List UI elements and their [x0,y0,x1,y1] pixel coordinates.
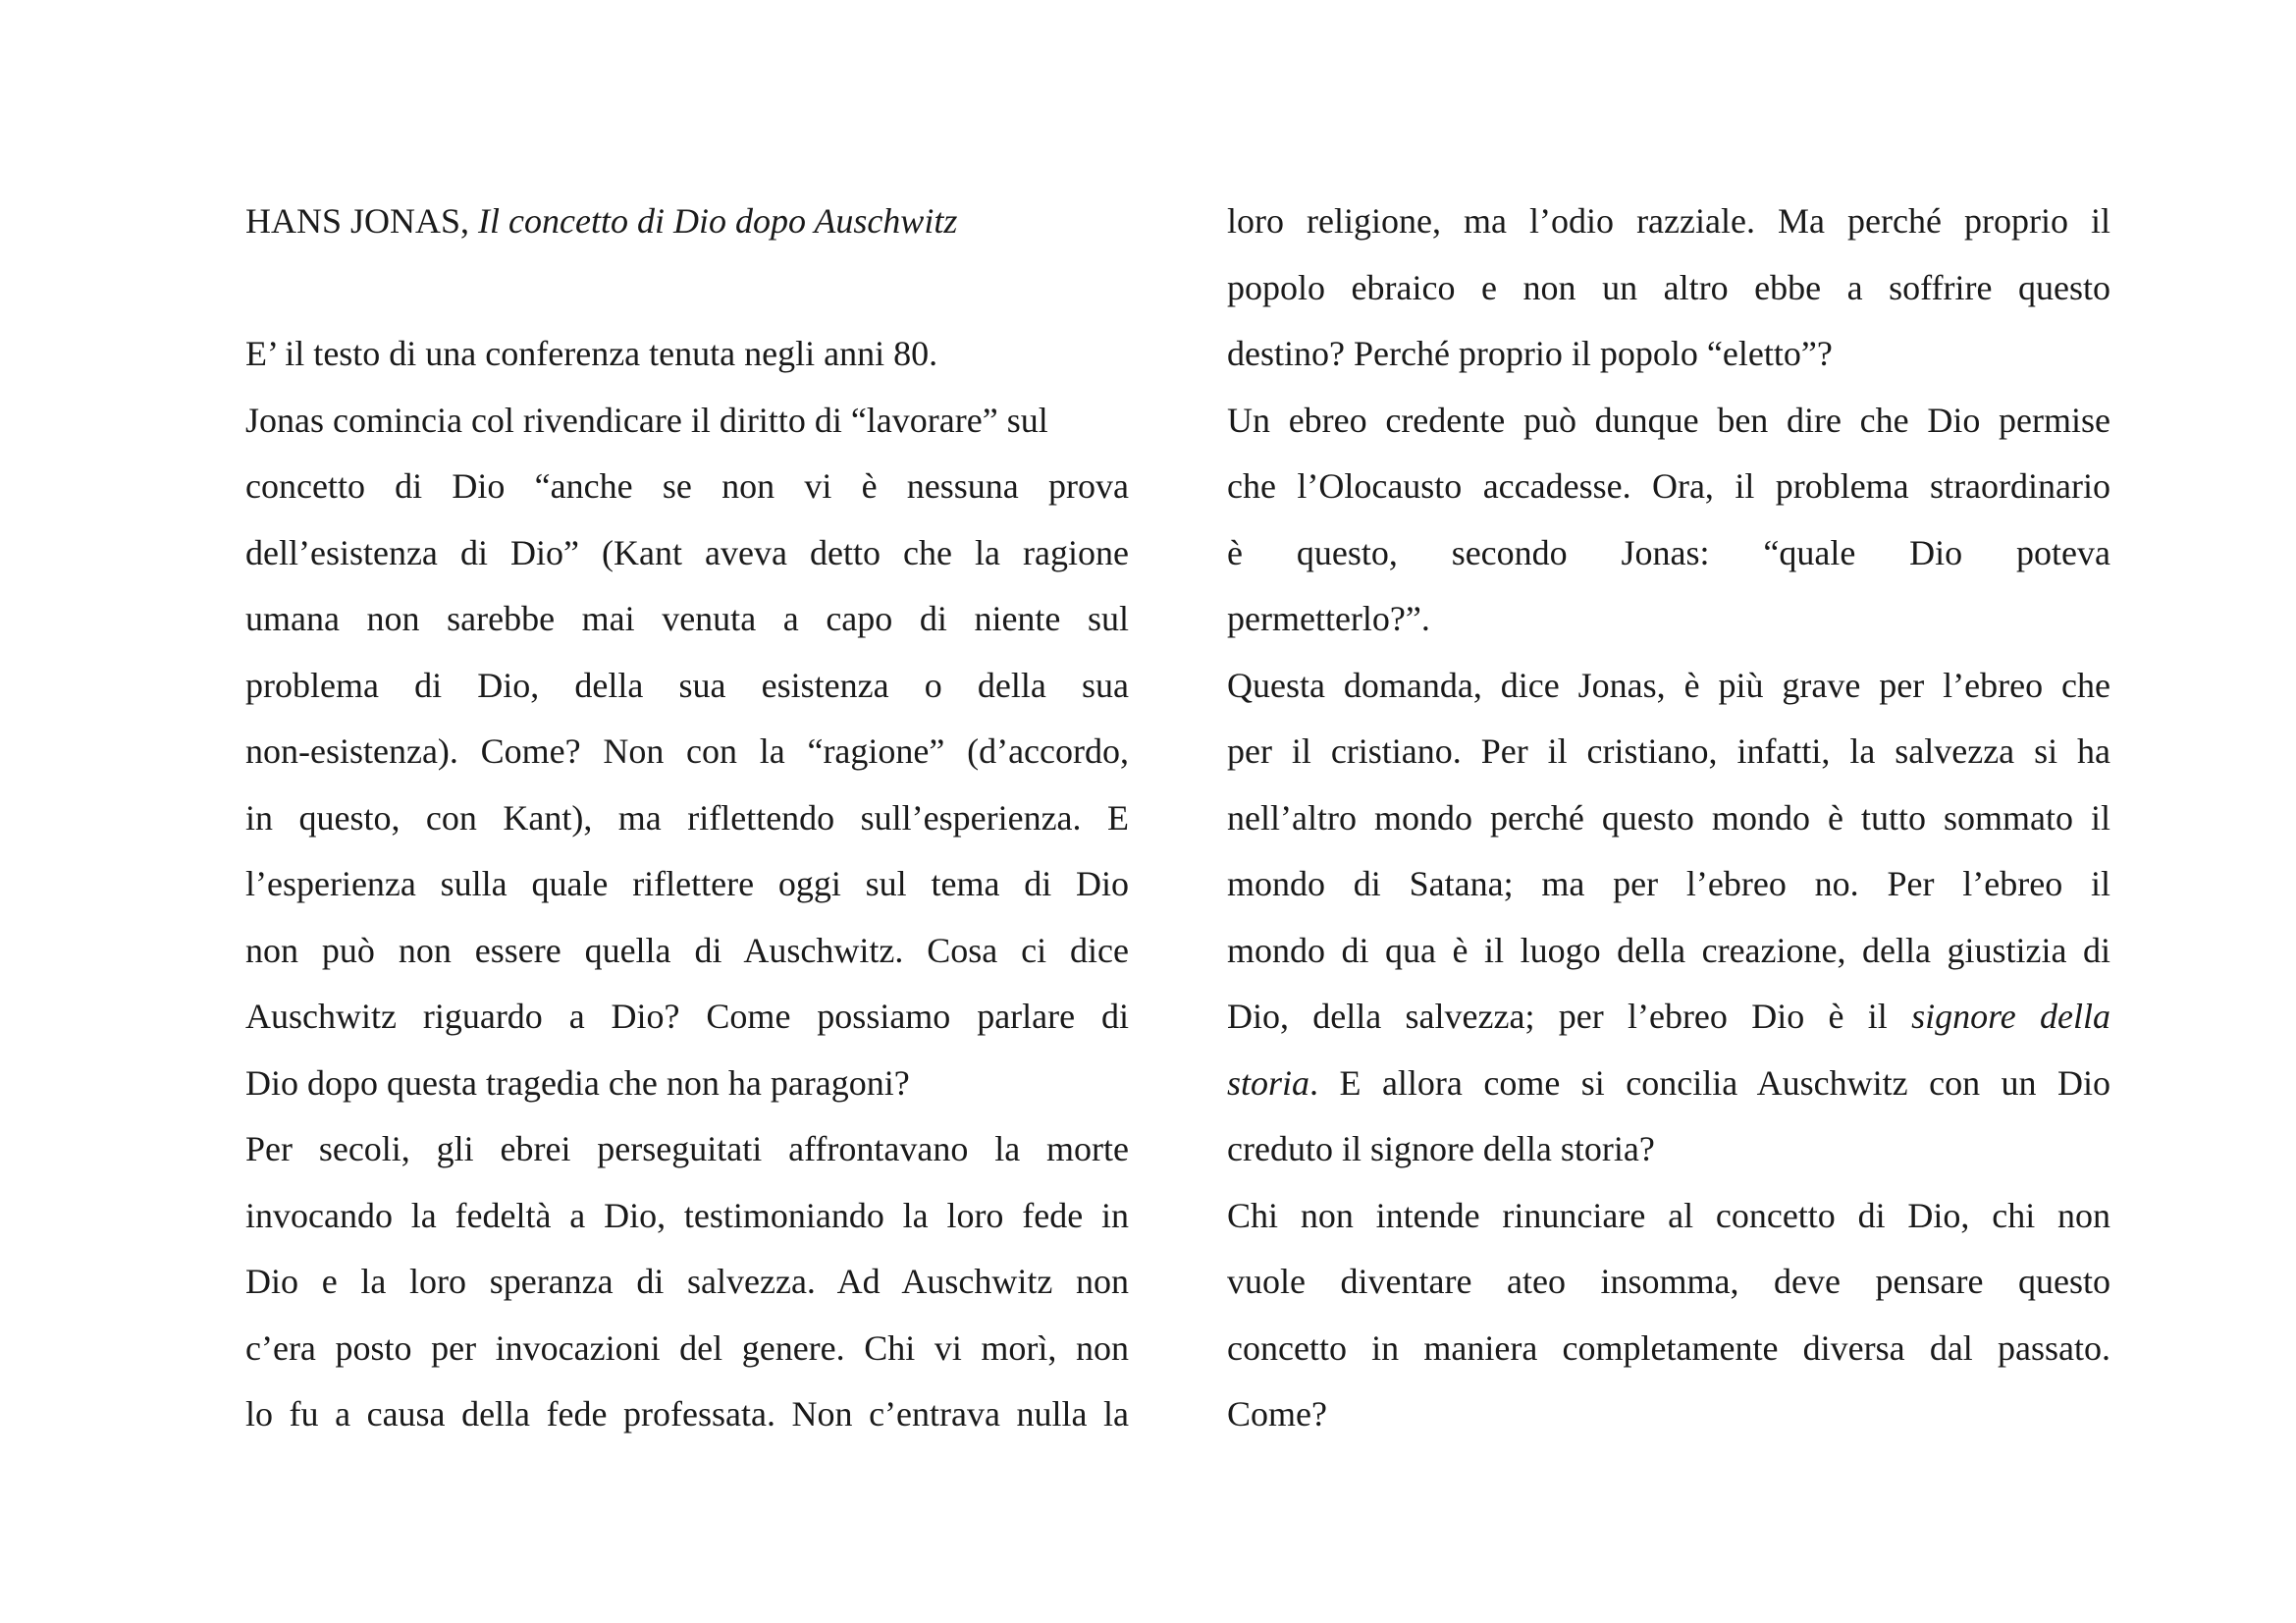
paragraph-line-mixed [1227,1051,2110,1117]
paragraph-line: è questo, secondo Jonas: “quale Dio poteva [1227,532,2110,572]
paragraph-line: Dio dopo questa tragedia che non ha paragoni? [245,1062,910,1103]
paragraph-line: concetto in maniera completamente diversa dal passato. [1227,1327,2110,1368]
paragraph-line: non-esistenza). Come? Non con la “ragione” (d’accordo, [245,731,1129,771]
paragraph-line: creduto il signore della storia? [1227,1129,1655,1168]
paragraph-line: Un ebreo credente può dunque ben dire che Dio permise [1227,400,2110,440]
paragraph-line: mondo di qua è il luogo della creazione, della giustizia di [1227,930,2110,970]
paragraph-line: dell’esistenza di Dio” (Kant aveva detto che la ragione [245,532,1129,572]
paragraph-line: c’era posto per invocazioni del genere. Chi vi morì, non [245,1327,1129,1368]
paragraph-line: nell’altro mondo perché questo mondo è tutto sommato il [1227,797,2110,838]
paragraph-line: mondo di Satana; ma per l’ebreo no. Per l’ebreo il [1227,864,2110,903]
right-column [1227,189,2110,1448]
paragraph-line: permetterlo?”. [1227,599,1430,638]
paragraph-line: umana non sarebbe mai venuta a capo di niente sul [245,599,1129,638]
blank-line [245,255,1129,322]
paragraph-line: l’esperienza sulla quale riflettere oggi sul tema di Dio [245,864,1129,903]
paragraph-line: in questo, con Kant), ma riflettendo sull’esperienza. E [245,797,1129,838]
paragraph-line: Come? [1227,1394,1327,1434]
italic-phrase: signore della [1911,997,2110,1036]
paragraph-line-mixed [1227,984,2110,1051]
paragraph-line: popolo ebraico e non un altro ebbe a soffrire questo [1227,267,2110,307]
paragraph-line: Per secoli, gli ebrei perseguitati affrontavano la morte [245,1129,1129,1168]
document-title [245,189,1129,255]
paragraph-line: E’ il testo di una conferenza tenuta negli anni 80. [245,334,938,373]
paragraph-line: che l’Olocausto accadesse. Ora, il problema straordinario [1227,466,2110,506]
title-author: HANS JONAS, [245,201,470,241]
title-work: Il concetto di Dio dopo Auschwitz [478,201,958,241]
italic-phrase: storia [1227,1062,1310,1103]
paragraph-line: Jonas comincia col rivendicare il diritto di “lavorare” sul [245,400,1048,440]
paragraph-line: Questa domanda, dice Jonas, è più grave per l’ebreo che [1227,665,2110,705]
paragraph-line: non può non essere quella di Auschwitz. Cosa ci dice [245,930,1129,970]
paragraph-line: lo fu a causa della fede professata. Non c’entrava nulla la [245,1394,1129,1434]
line-text: . E allora come si concilia Auschwitz con un Dio [1309,1062,2110,1103]
paragraph-line: vuole diventare ateo insomma, deve pensare questo [1227,1262,2110,1301]
paragraph-line: loro religione, ma l’odio razziale. Ma perché proprio il [1227,201,2110,241]
paragraph-line: per il cristiano. Per il cristiano, infatti, la salvezza si ha [1227,731,2110,771]
paragraph-line: Auschwitz riguardo a Dio? Come possiamo parlare di [245,997,1129,1036]
paragraph-line: destino? Perché proprio il popolo “eletto”? [1227,334,1833,373]
paragraph-line: Dio e la loro speranza di salvezza. Ad Auschwitz non [245,1262,1129,1301]
line-text: Dio, della salvezza; per l’ebreo Dio è il [1227,997,1888,1036]
paragraph-line: problema di Dio, della sua esistenza o della sua [245,665,1129,705]
paragraph-line: Chi non intende rinunciare al concetto di Dio, chi non [1227,1195,2110,1235]
left-column [245,189,1129,1448]
paragraph-line: concetto di Dio “anche se non vi è nessuna prova [245,466,1129,506]
paragraph-line: invocando la fedeltà a Dio, testimoniando la loro fede in [245,1195,1129,1235]
